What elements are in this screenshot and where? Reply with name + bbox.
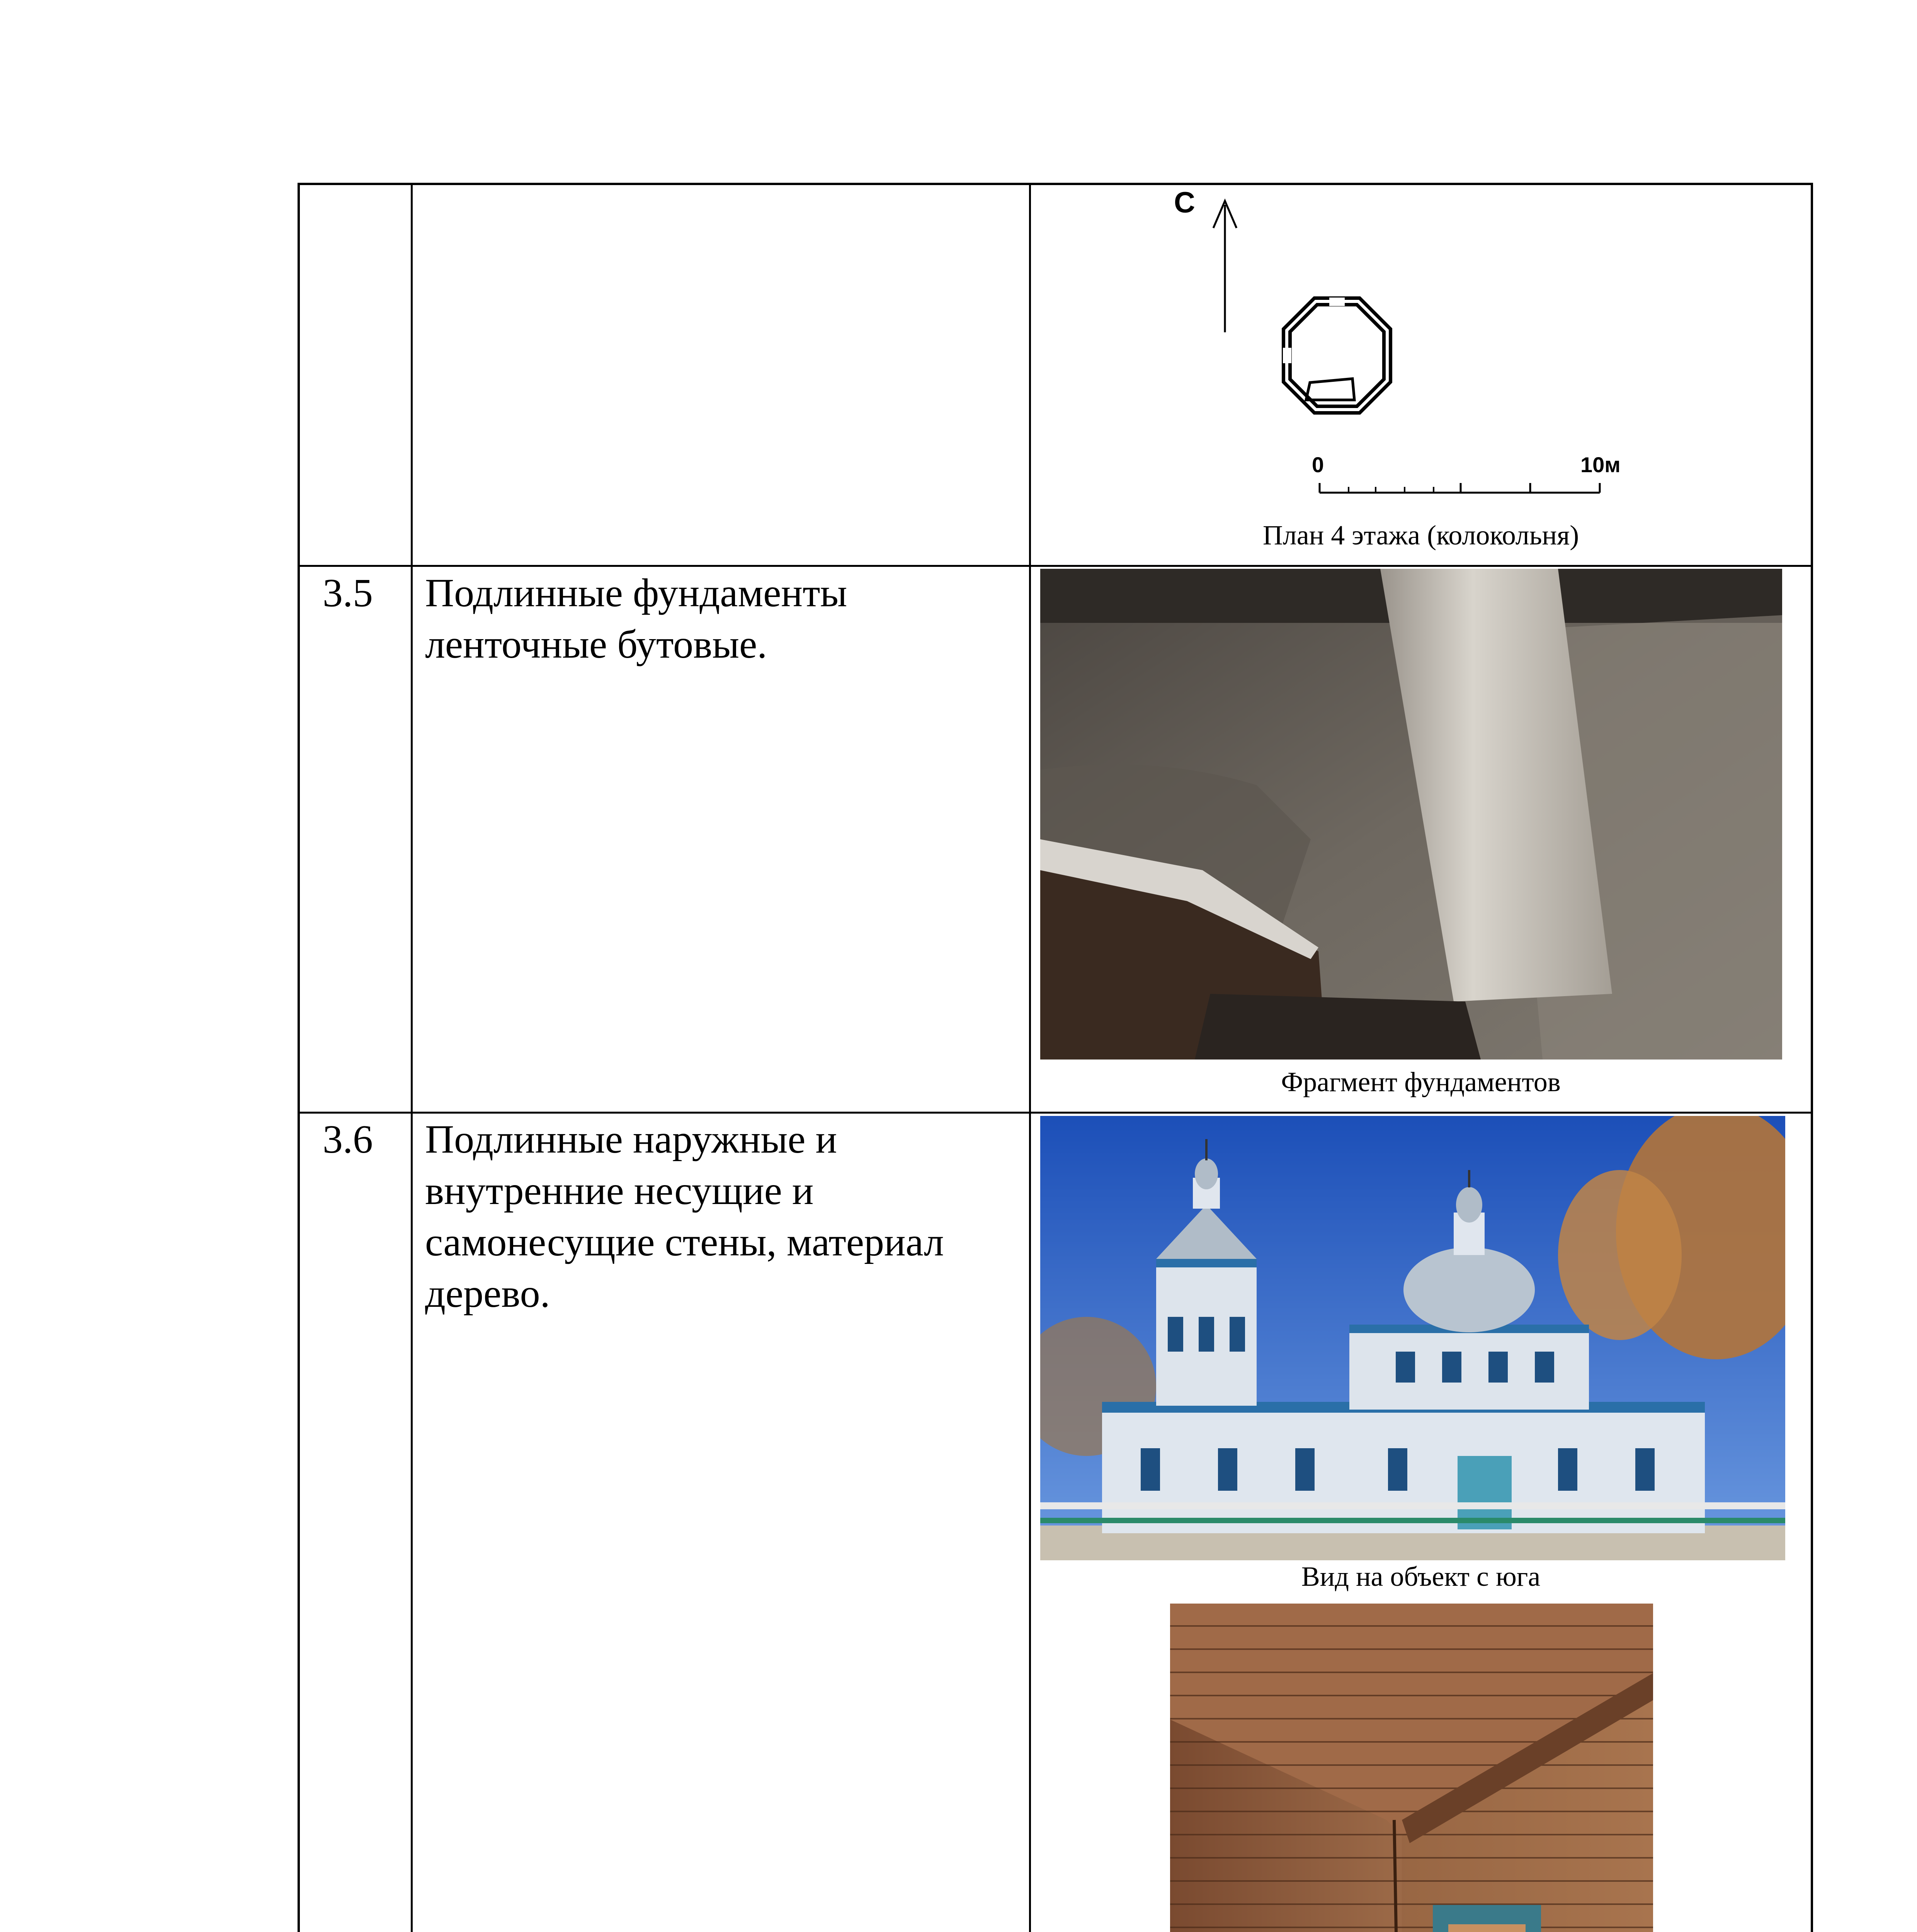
scale-start-label: 0 — [1312, 452, 1324, 477]
row-description: Подлинные наружные и внутренние несущие и самонесущие стены, материал дерево. — [425, 1117, 944, 1316]
plan-caption: План 4 этажа (колокольня) — [1262, 520, 1579, 551]
north-label: С — [1174, 186, 1195, 219]
church-interior-photo — [1170, 1604, 1653, 1932]
table-border-top — [298, 183, 1813, 185]
foundation-caption: Фрагмент фундаментов — [1281, 1066, 1561, 1097]
table-border-col1 — [411, 183, 413, 1932]
row-number: 3.6 — [323, 1117, 373, 1162]
table-border-right — [1811, 183, 1813, 1932]
table-border-row1 — [298, 565, 1813, 567]
church-exterior-photo — [1040, 1116, 1785, 1560]
table-border-col2 — [1029, 183, 1031, 1932]
exterior-caption: Вид на объект с юга — [1301, 1561, 1541, 1592]
table-border-left — [298, 183, 300, 1932]
row-number: 3.5 — [323, 571, 373, 615]
scale-end-label: 10м — [1580, 452, 1621, 477]
foundation-photo — [1040, 569, 1782, 1060]
row-description: Подлинные фундаменты ленточные бутовые. — [425, 571, 847, 667]
